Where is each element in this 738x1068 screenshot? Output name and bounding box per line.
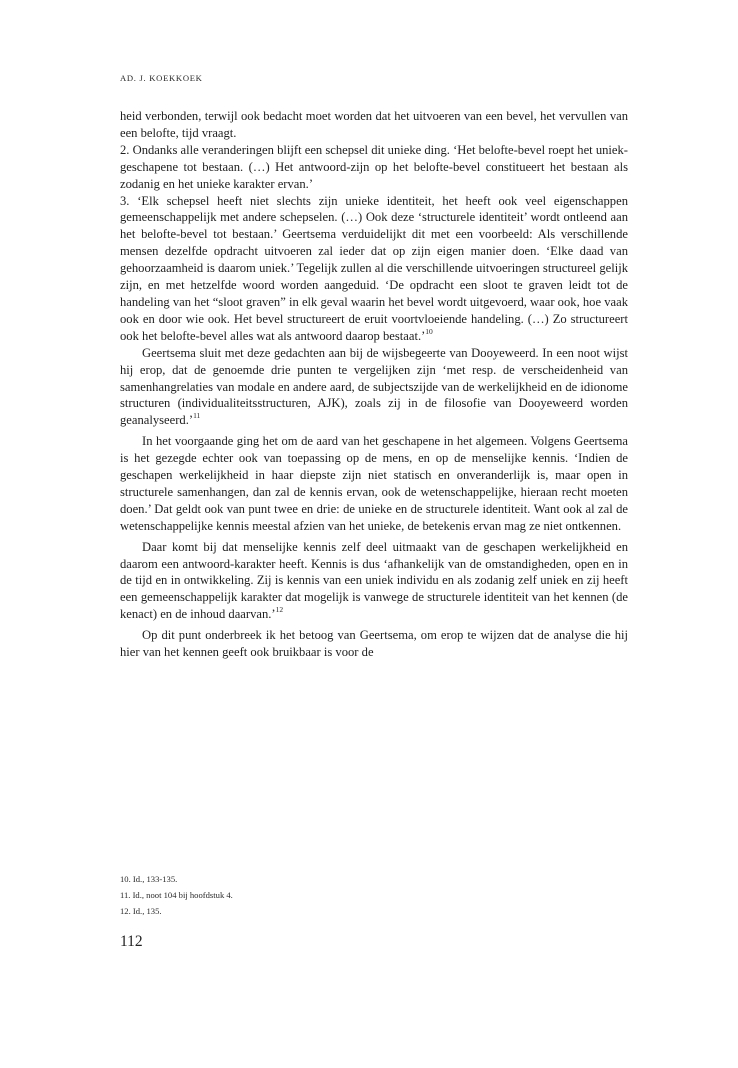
footnote-11: 11. Id., noot 104 bij hoofdstuk 4. <box>120 889 233 900</box>
footnote-ref-10: 10 <box>425 326 433 336</box>
paragraph-5-text: In het voorgaande ging het om de aard van het geschapene in het algemeen. Volgens Geertsema is het gezegde echter ook van toepassing op de mens, en op de menselijke kennis. ‘Indien de geschapen werkelijkheid in haar diepste zijn niet statisch en onveranderlijk is, maar open in structurele samenhangen, dan zal de kennis ervan, ook de wetenschappelijke, hieraan recht moeten doen.’ Dat geldt ook van punt twee en drie: de unieke en de structurele identiteit. Want ook al zal de wetenschappelijke kennis meestal afzien van het unieke, de betekenis ervan mag ze niet ontkennen. <box>120 434 628 533</box>
paragraph-1-text: heid verbonden, terwijl ook bedacht moet worden dat het uitvoeren van een bevel, het vervullen van een belofte, tijd vraagt. <box>120 109 628 140</box>
paragraph-2-text: 2. Ondanks alle veranderingen blijft een schepsel dit unieke ding. ‘Het belofte-bevel roept het uniek-geschapene tot bestaan. (…) Het antwoord-zijn op het belofte-bevel constitueert het bestaan als zodanig en het unieke karakter ervan.’ <box>120 142 628 191</box>
paragraph-7 <box>120 627 628 661</box>
paragraph-4-text: Geertsema sluit met deze gedachten aan bij de wijsbegeerte van Dooyeweerd. In een noot wijst hij erop, dat de genoemde drie punten te vergelijken zijn ‘met resp. de verscheidenheid van samenhangrelaties van modale en andere aard, de subjectszijde van de werkelijkheid en de idionome structuren (individualiteitsstructuren, AJK), zoals zij in de filosofie van Dooyeweerd worden geanalyseerd.’ <box>120 345 628 428</box>
paragraph-5 <box>120 433 628 534</box>
footnote-ref-12: 12 <box>275 605 284 615</box>
paragraph-6 <box>120 539 628 624</box>
paragraph-4 <box>120 345 628 430</box>
paragraph-3-text: 3. ‘Elk schepsel heeft niet slechts zijn unieke identiteit, het heeft ook veel eigenschappen gemeenschappelijk met andere schepselen. (…) Ook deze ‘structurele identiteit’ wordt ontleend aan het belofte-bevel tot bestaan.’ Geertsema verduidelijkt dit met een voorbeeld: Als verschillende mensen dezelfde opdracht uitvoeren zal ieder dat op zijn eigen manier doen. ‘Elke daad van gehoorzaamheid is daarom uniek.’ Tegelijk zullen al die verschillende uitvoeringen structureel gelijk zijn, en met hetzelfde woord worden aangeduid. ‘De opdracht een sloot te graven leidt tot de handeling van het “sloot graven” in elk geval waarin het bevel wordt uitgevoerd, waar ook, hoe vaak ook en door wie ook. Het bevel structureert de eruit voortvloeiende handeling. (…) Zo structureert ook het belofte-bevel alles wat als antwoord daarop bestaat.’ <box>120 193 628 343</box>
paragraph-2 <box>120 142 628 193</box>
running-head: AD. J. KOEKKOEK <box>120 73 203 83</box>
footnote-10: 10. Id., 133-135. <box>120 874 178 884</box>
body-text <box>120 108 628 661</box>
paragraph-3 <box>120 193 628 345</box>
footnote-ref-11: 11 <box>193 411 201 421</box>
page-number: 112 <box>120 933 143 950</box>
footnote-12: 12. Id., 135. <box>120 905 162 916</box>
paragraph-6-text: Daar komt bij dat menselijke kennis zelf deel uitmaakt van de geschapen werkelijkheid en daarom een antwoord-karakter heeft. Kennis is dus ‘afhankelijk van de omstandigheden, open en in de tijd en in ontwikkeling. Zij is kennis van een uniek individu en als zodanig zelf uniek en zij heeft een gemeenschappelijk karakter dat mogelijk is vanwege de structurele identiteit van het kennen (de kenact) en de inhoud daarvan.’ <box>120 539 628 622</box>
paragraph-7-text: Op dit punt onderbreek ik het betoog van Geertsema, om erop te wijzen dat de analyse die hij hier van het kennen geeft ook bruikbaar is voor de <box>120 628 628 660</box>
footnotes <box>120 872 628 919</box>
paragraph-1 <box>120 108 628 142</box>
